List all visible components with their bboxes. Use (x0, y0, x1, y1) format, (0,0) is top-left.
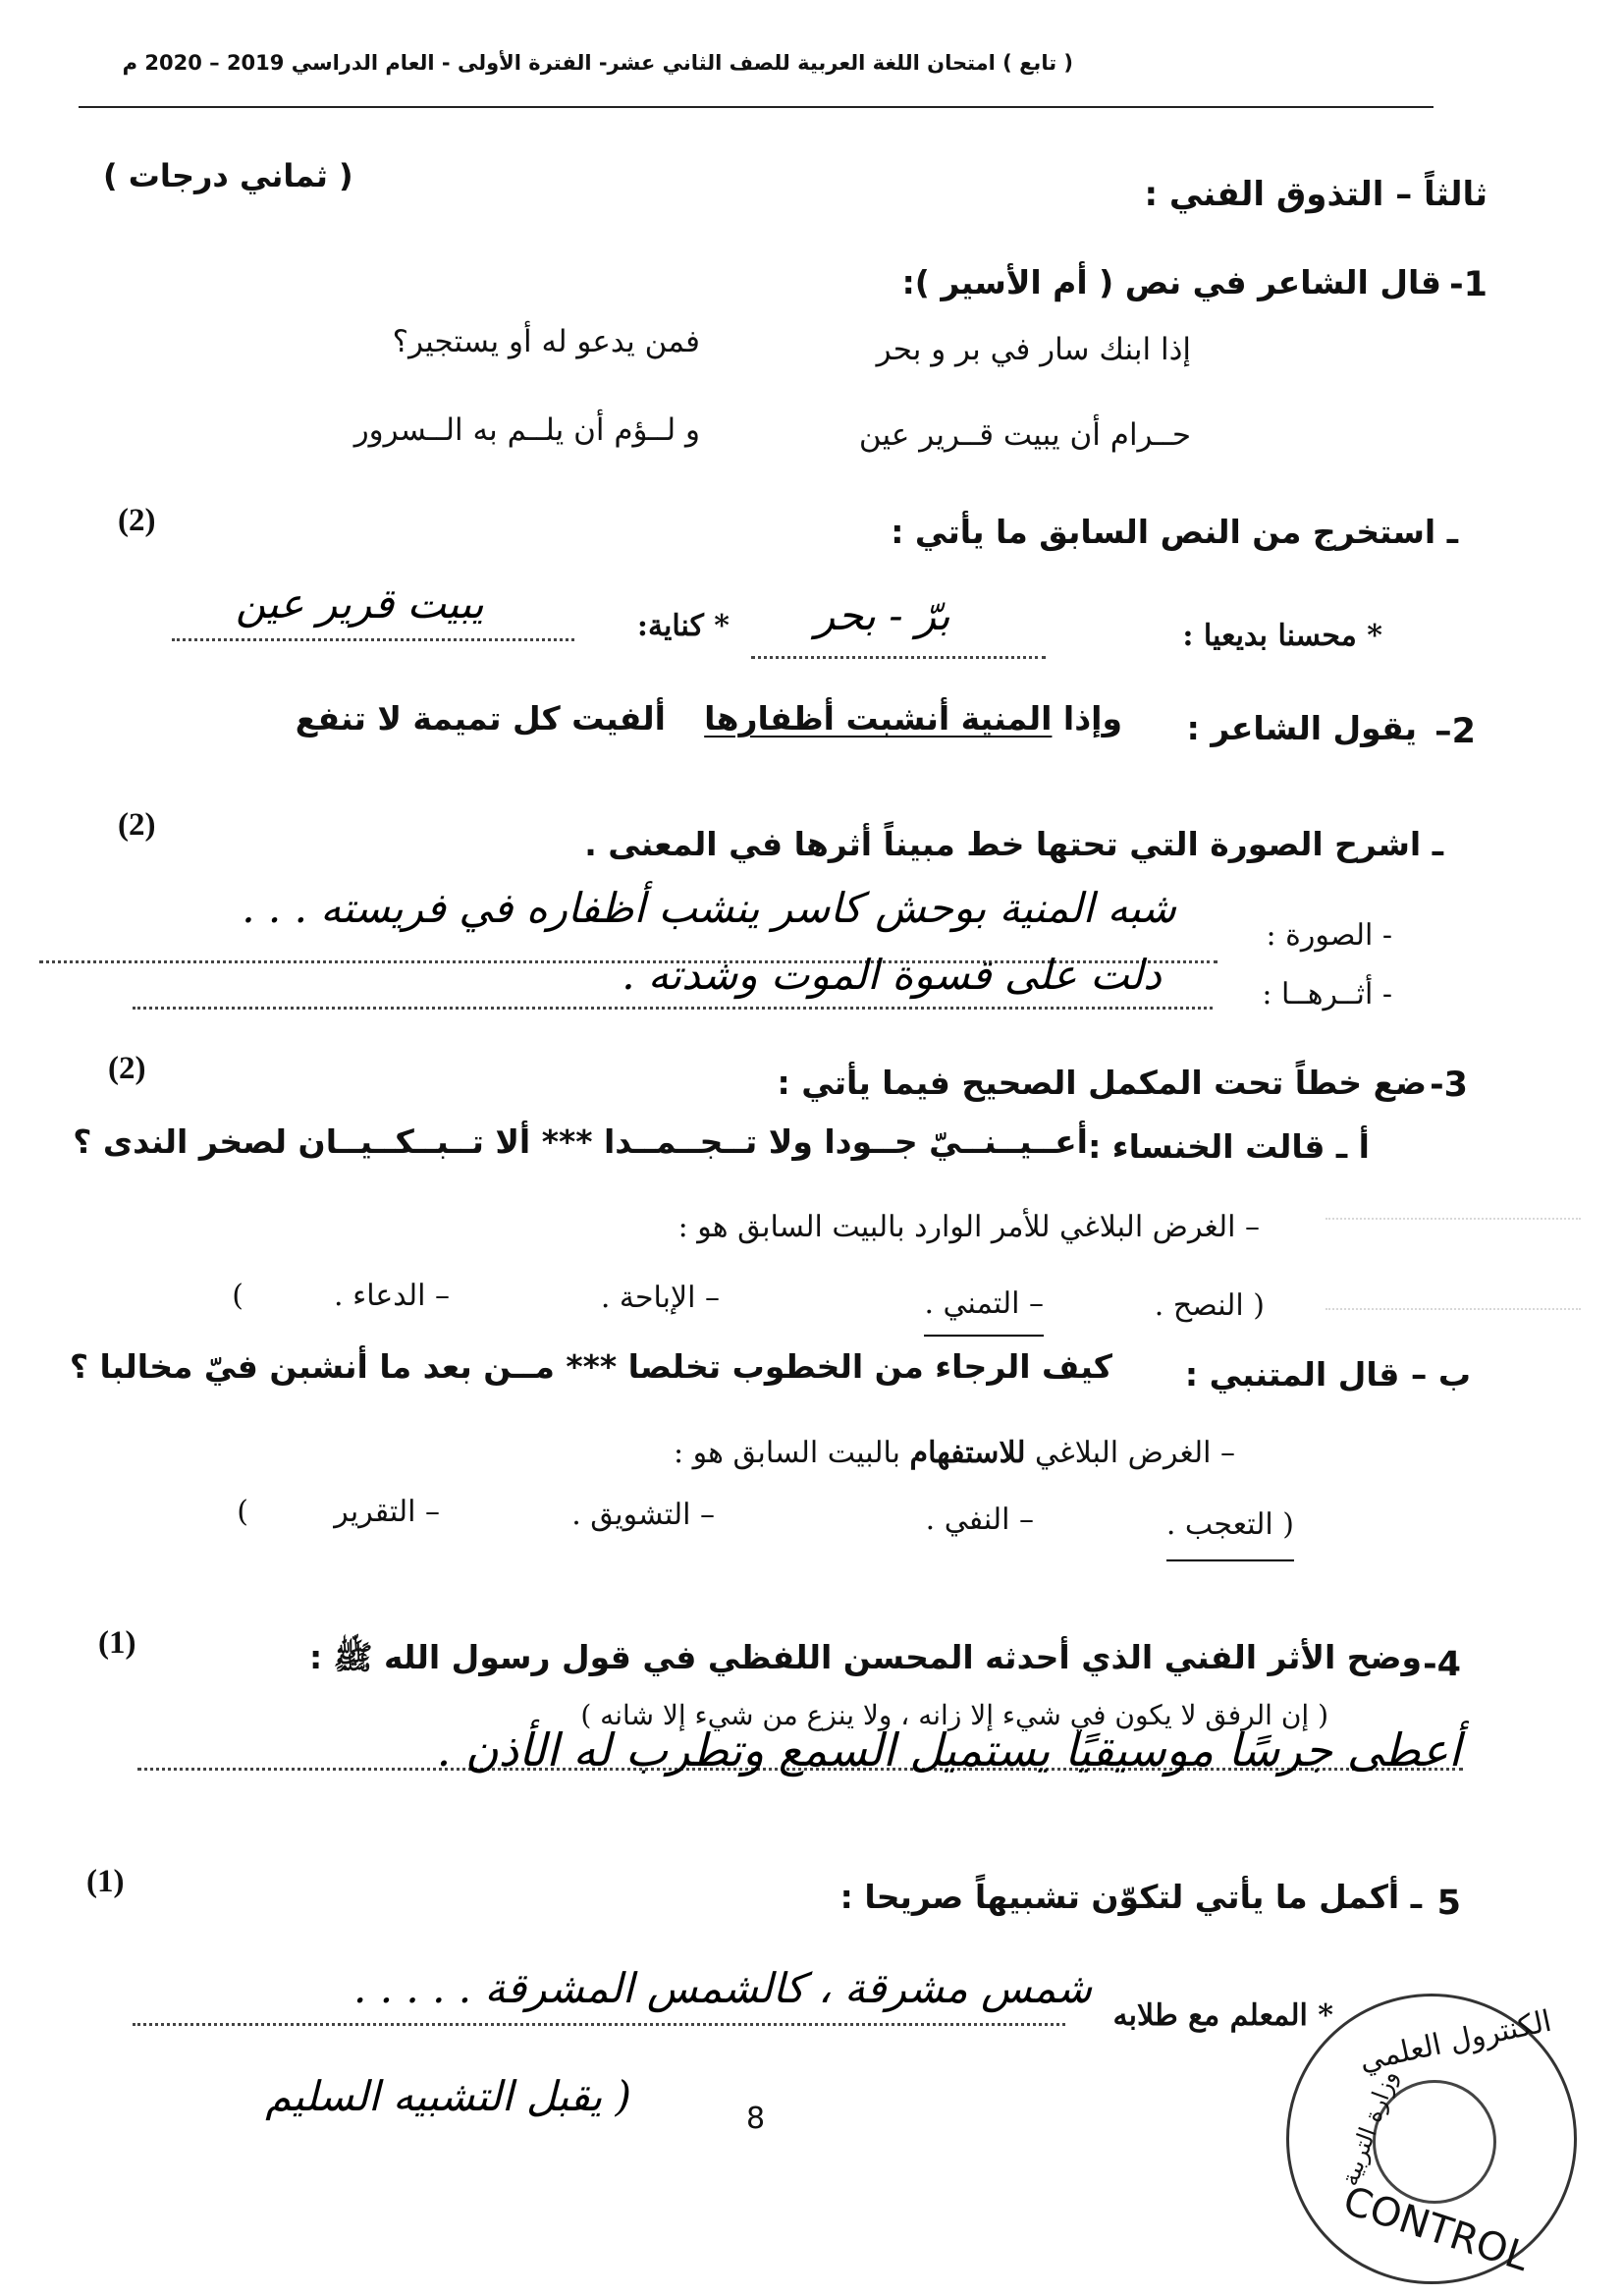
q5-prompt: ـ أكمل ما يأتي لتكوّن تشبيهاً صريحا : (839, 1878, 1422, 1916)
q5-answer-line (133, 2023, 1065, 2026)
q1-badii-answer: برّ - بحر (815, 591, 950, 639)
q4-number: 4- (1423, 1645, 1461, 1684)
q2-effect-answer: دلت على قسوة الموت وشدته . (622, 951, 1162, 999)
q2-image-answer: شبه المنية بوحش كاسر ينشب أظفاره في فريسته . . . (242, 884, 1176, 932)
q5-number: 5 (1436, 1884, 1461, 1923)
q1-badii-line (751, 656, 1046, 659)
q1-kinaya-answer: يبيت قرير عين (236, 579, 484, 628)
q5-answer: شمس مشرقة ، كالشمس المشرقة . . . . . (353, 1964, 1093, 2012)
q3a-options-close: ) (232, 1279, 243, 1313)
header-divider (79, 106, 1434, 108)
q4-answer: أعطى جرسًا موسيقيًا يستميل السمع وتطرب له الأذن . (436, 1723, 1461, 1777)
q5-grading-note: ( يقبل التشبيه السليم (265, 2072, 631, 2120)
stamp-top-text: الكنترول العلمي (1356, 2003, 1555, 2079)
control-stamp (1286, 1994, 1577, 2284)
section-title: ثالثاً – التذوق الفني : (1144, 175, 1488, 214)
q3a-verse: أعــيــنــيّ جــودا ولا تــجــمــدا *** ألا تــبــكــيــان لصخر الندى ؟ (73, 1122, 1088, 1161)
q2-verse-first-pre: وإذا (1052, 699, 1122, 738)
page-number: 8 (746, 2102, 766, 2136)
q2-task: ـ اشرح الصورة التي تحتها خط مبيناً أثرها في المعنى . (584, 825, 1443, 863)
q5-marks: (1) (86, 1864, 125, 1899)
q4-prompt: وضح الأثر الفني الذي أحدثه المحسن اللفظي في قول رسول الله ﷺ : (308, 1638, 1422, 1676)
q1-verse2-second: و لــؤم أن يلــم به الــسرور (353, 412, 700, 448)
q3a-option-2[interactable]: – التمني . (924, 1286, 1044, 1337)
q3b-option-2[interactable]: – النفي . (925, 1503, 1034, 1537)
margin-scribble (1325, 1218, 1581, 1310)
q1-prompt: قال الشاعر في نص ( أم الأسير ): (901, 263, 1441, 301)
q2-verse-first (704, 699, 1122, 738)
q5-statement: * المعلم مع طلابه (1112, 1998, 1333, 2033)
q3a-option-3[interactable]: – الإباحة . (600, 1281, 720, 1315)
q2-number: 2– (1434, 712, 1476, 751)
q3a-label: أ ـ قالت الخنساء : (1088, 1127, 1370, 1166)
q2-image-label: - الصورة : (1266, 918, 1392, 953)
q3b-label: ب – قال المتنبي : (1184, 1355, 1471, 1394)
q3a-option-4[interactable]: – الدعاء . (334, 1279, 450, 1313)
q3-number: 3- (1430, 1066, 1468, 1105)
exam-header: ( تابع ) امتحان اللغة العربية للصف الثاني عشر- الفترة الأولى - العام الدراسي 2019 – 2020 م (122, 51, 1073, 75)
q1-kinaya-label: * كناية: (636, 609, 730, 643)
q3b-question-bold: للاستفهام (909, 1436, 1026, 1470)
stamp-side-text: وزارة التربية (1335, 2066, 1403, 2190)
q3b-option-4[interactable]: – التقرير (334, 1495, 440, 1529)
q4-marks: (1) (98, 1625, 136, 1661)
q4-hadith: ( إن الرفق لا يكون في شيء إلا زانه ، ولا ينزع من شيء إلا شانه ) (580, 1699, 1328, 1731)
q2-prompt: يقول الشاعر : (1186, 709, 1417, 747)
q3b-option-3[interactable]: – التشويق . (571, 1498, 715, 1532)
q3b-question-pre: – الغرض البلاغي (1025, 1436, 1235, 1470)
q1-verse1-first: إذا ابنك سار في بر و بحر (876, 332, 1191, 367)
q3b-verse: كيف الرجاء من الخطوب تخلصا *** مــن بعد ما أنشبن فيّ مخالبا ؟ (69, 1347, 1112, 1386)
q2-marks: (2) (118, 807, 156, 843)
q3b-question-post: بالبيت السابق هو : (674, 1436, 910, 1470)
q1-badii-label: * محسنا بديعيا : (1182, 619, 1382, 653)
q1-number: 1- (1449, 265, 1488, 304)
q3b-options-close: ) (237, 1495, 248, 1529)
q2-verse-second: ألفيت كل تميمة لا تنفع (295, 699, 666, 738)
q3a-option-1[interactable]: ( النصح . (1154, 1288, 1265, 1323)
q1-verse1-second: فمن يدعو له أو يستجير؟ (392, 324, 700, 359)
q1-marks: (2) (118, 503, 156, 538)
q1-verse2-first: حــرام أن يبيت قــرير عين (858, 417, 1191, 453)
q3-marks: (2) (108, 1051, 146, 1086)
q1-kinaya-line (172, 638, 574, 641)
q1-task: ـ استخرج من النص السابق ما يأتي : (891, 513, 1458, 551)
q2-effect-line (133, 1007, 1213, 1010)
section-marks: ( ثماني درجات ) (103, 157, 353, 194)
q3a-question: – الغرض البلاغي للأمر الوارد بالبيت السابق هو : (677, 1210, 1260, 1244)
q3b-option-1[interactable]: ( التعجب . (1166, 1507, 1294, 1561)
stamp-control-text: CONTROL (1337, 2177, 1535, 2281)
q3-prompt: ضع خطاً تحت المكمل الصحيح فيما يأتي : (777, 1064, 1427, 1102)
q3b-question (674, 1436, 1235, 1470)
q2-effect-label: - أثــرهــا : (1262, 977, 1392, 1011)
q2-verse-underlined: المنية أنشبت أظفارها (704, 699, 1053, 738)
